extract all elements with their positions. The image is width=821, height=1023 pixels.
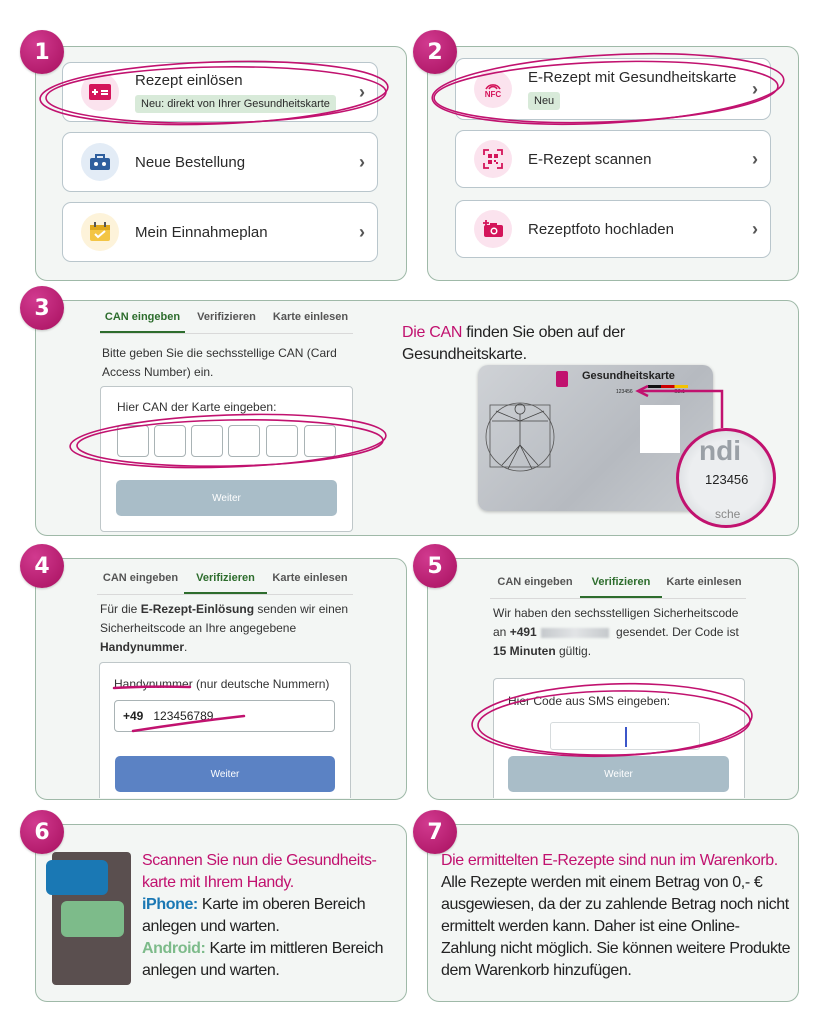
can-hint-highlight: Die CAN [402, 324, 463, 341]
instruction-text: senden wir einen Sicherheitscode an Ihre angegebene [100, 602, 349, 635]
can-field-label: Hier CAN der Karte eingeben: [117, 400, 277, 414]
chevron-right-icon: › [359, 221, 365, 242]
tab-verifizieren[interactable]: Verifizieren [184, 572, 267, 594]
masked-phone-number: +491 [509, 625, 537, 639]
sms-instruction-line [493, 642, 753, 661]
masked-phone-blur [541, 628, 609, 638]
sms-code-label: Hier Code aus SMS eingeben: [508, 694, 671, 708]
step-badge-4: 4 [20, 544, 64, 588]
step-badge-6: 6 [20, 810, 64, 854]
step-tabs [490, 576, 746, 599]
can-instruction: Bitte geben Sie die sechsstellige CAN (Card Access Number) ein. [102, 346, 337, 379]
phone-number: 123456789 [153, 709, 214, 723]
step-badge-5: 5 [413, 544, 457, 588]
instruction-bold: 15 Minuten [493, 644, 556, 658]
menu-item-erezept-gesundheitskarte[interactable] [455, 58, 771, 120]
can-digit-input-3[interactable] [191, 425, 223, 457]
calendar-icon [81, 213, 119, 251]
step-tabs [100, 311, 353, 334]
step-tabs [97, 572, 353, 595]
tab-verifizieren[interactable]: Verifizieren [580, 576, 662, 598]
iphone-instruction [142, 894, 397, 938]
phone-field-label [114, 675, 329, 694]
magnifier-text: ndi [699, 435, 741, 466]
weiter-button[interactable]: Weiter [116, 480, 337, 516]
prescription-card-icon [81, 73, 119, 111]
tab-karte-einlesen[interactable]: Karte einlesen [666, 576, 742, 588]
phone-input[interactable] [114, 700, 335, 732]
phone-prefix: +49 [123, 709, 144, 723]
can-hint-text: finden Sie oben auf der Gesundheitskarte. [402, 324, 625, 363]
weiter-button[interactable]: Weiter [115, 756, 335, 792]
phone-field-label-main: Handynummer [114, 677, 193, 691]
tab-karte-einlesen[interactable]: Karte einlesen [272, 311, 349, 323]
menu-item-label: Rezept einlösen [135, 71, 243, 89]
cart-info [441, 850, 791, 982]
tab-can-eingeben[interactable]: CAN eingeben [497, 576, 573, 588]
menu-item-einnahmeplan[interactable] [62, 202, 378, 262]
camera-plus-icon [474, 210, 512, 248]
chevron-right-icon: › [359, 151, 365, 172]
cart-body: Alle Rezepte werden mit einem Betrag von 0,- € ausgewiesen, da der zu zahlende Betrag noch nicht ermittelt werden kann. Daher ist eine Online-Zahlung nicht möglich. Sie können weitere Produkte dem Warenkorb hinzufügen. [441, 874, 791, 979]
menu-item-label: Rezeptfoto hochladen [528, 220, 674, 238]
instruction-text: gültig. [555, 644, 592, 658]
health-card-photo-area [640, 405, 680, 453]
android-label: Android: [142, 940, 206, 957]
iphone-area-marker [46, 860, 108, 895]
scan-title: Scannen Sie nun die Gesundheits-karte mit Ihrem Handy. [142, 852, 377, 891]
new-feature-tag: Neu [528, 92, 560, 110]
menu-item-neue-bestellung[interactable] [62, 132, 378, 192]
instruction-text: gesendet. Der Code ist [612, 625, 739, 639]
can-digit-input-1[interactable] [117, 425, 149, 457]
step-badge-3: 3 [20, 286, 64, 330]
verification-instruction [100, 600, 355, 657]
tab-can-eingeben[interactable]: CAN eingeben [102, 572, 179, 584]
sms-instruction-line [493, 623, 753, 642]
weiter-button[interactable]: Weiter [508, 756, 729, 792]
menu-item-text [135, 72, 347, 113]
sms-instruction [493, 604, 753, 661]
menu-item-rezept-einloesen[interactable] [62, 62, 378, 122]
iphone-label: iPhone: [142, 896, 198, 913]
instruction-text: an [493, 625, 510, 639]
menu-item-label: E-Rezept mit Gesundheitskarte [528, 68, 737, 86]
magnifier-icon [676, 428, 776, 528]
step-badge-1: 1 [20, 30, 64, 74]
chevron-right-icon: › [752, 218, 758, 239]
step-badge-7: 7 [413, 810, 457, 854]
sms-instruction-line: Wir haben den sechsstelligen Sicherheitscode [493, 606, 739, 620]
tab-karte-einlesen[interactable]: Karte einlesen [272, 572, 348, 584]
health-card-flag-icon [648, 385, 688, 388]
instruction-text: Für die [100, 602, 141, 616]
step-badge-2: 2 [413, 30, 457, 74]
iphone-text: Karte im oberen Bereich anlegen und warten. [142, 896, 366, 935]
chevron-right-icon: › [359, 81, 365, 102]
chevron-right-icon: › [752, 78, 758, 99]
cart-title: Die ermittelten E-Rezepte sind nun im Warenkorb. [441, 852, 778, 869]
instruction-bold: Handynummer [100, 640, 185, 654]
phone-field-label-rest: (nur deutsche Nummern) [192, 677, 330, 691]
health-card-logo-icon [556, 371, 568, 387]
android-area-marker [61, 901, 124, 937]
sms-code-input[interactable] [550, 722, 700, 750]
shopping-bag-icon [81, 143, 119, 181]
menu-item-label: Mein Einnahmeplan [135, 223, 268, 241]
menu-item-label: E-Rezept scannen [528, 150, 652, 168]
chevron-right-icon: › [752, 148, 758, 169]
tab-can-eingeben[interactable]: CAN eingeben [100, 311, 185, 333]
android-instruction [142, 938, 397, 982]
health-card-code: G2.1 [674, 389, 685, 395]
magnifier-bottom-text: sche [715, 507, 741, 521]
text-cursor [625, 727, 627, 747]
scan-instructions [142, 850, 397, 982]
instruction-bold: E-Rezept-Einlösung [140, 602, 255, 616]
nfc-icon-text: NFC [484, 89, 502, 99]
can-digit-input-5[interactable] [266, 425, 298, 457]
android-text: Karte im mittleren Bereich anlegen und warten. [142, 940, 384, 979]
instruction-text: . [184, 640, 188, 654]
tab-verifizieren[interactable]: Verifizieren [197, 311, 256, 323]
qr-scan-icon [474, 140, 512, 178]
menu-item-erezept-scannen[interactable] [455, 130, 771, 188]
health-card-title: Gesundheitskarte [582, 370, 675, 382]
new-feature-tag: Neu: direkt von Ihrer Gesundheitskarte [135, 95, 336, 113]
menu-item-rezeptfoto-hochladen[interactable] [455, 200, 771, 258]
menu-item-label: Neue Bestellung [135, 153, 246, 171]
nfc-icon [474, 70, 512, 108]
health-card-can-number: 123456 [616, 389, 633, 395]
menu-item-text [528, 69, 740, 110]
can-digit-input-2[interactable] [154, 425, 186, 457]
can-digit-input-6[interactable] [304, 425, 336, 457]
can-digit-input-4[interactable] [228, 425, 260, 457]
magnifier-can-number: 123456 [705, 472, 749, 487]
can-hint [402, 322, 702, 366]
